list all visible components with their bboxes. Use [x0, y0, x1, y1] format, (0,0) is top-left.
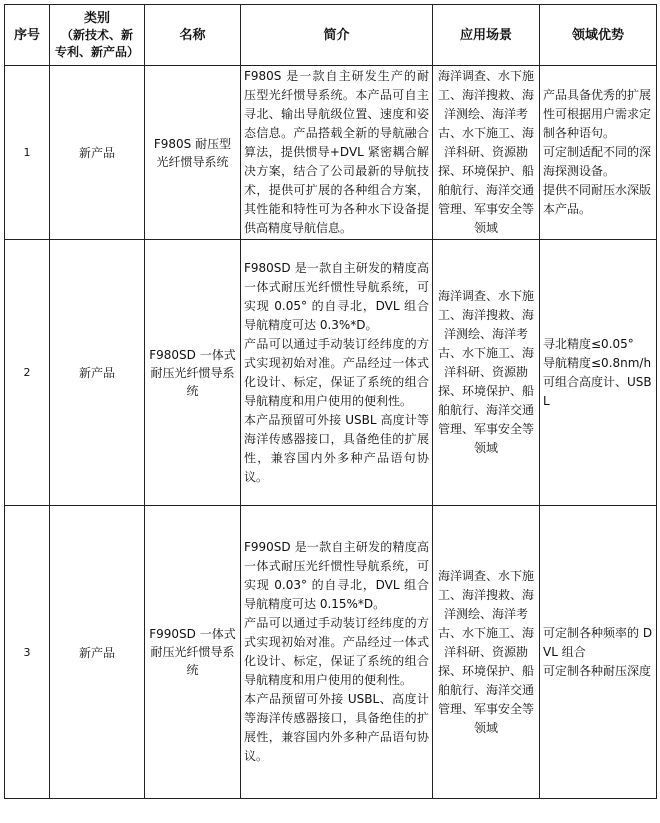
- row-intro: [241, 240, 433, 506]
- advantage-line: 可定制各种频率的 DVL 组合: [543, 625, 653, 659]
- table-row: [5, 66, 657, 240]
- row-category: 新产品: [50, 66, 145, 240]
- advantage-line: 可定制适配不同的深海探测设备。: [543, 145, 652, 178]
- row-intro: [241, 66, 433, 240]
- row-scenario: 海洋调查、水下施工、海洋搜救、海洋测绘、海洋考古、水下施工、海洋科研、资源勘探、环境保护、船舶航行、海洋交通管理、军事安全等领域: [433, 66, 540, 240]
- table-row: [5, 240, 657, 506]
- header-scenario: 应用场景: [433, 5, 540, 66]
- row-num: 1: [5, 66, 50, 240]
- row-advantage: [540, 506, 657, 799]
- header-intro: 简介: [241, 5, 433, 66]
- row-intro: [241, 506, 433, 799]
- header-num: 序号: [5, 5, 50, 66]
- intro-paragraph: 本产品预留可外接 USBL 高度计等海洋传感器接口，具备绝佳的扩展性，兼容国内外多种产品语句协议。: [244, 412, 429, 484]
- row-scenario: 海洋调查、水下施工、海洋搜救、海洋测绘、海洋考古、水下施工、海洋科研、资源勘探、环境保护、船舶航行、海洋交通管理、军事安全等领域: [433, 506, 540, 799]
- header-category-line3: 专利、新产品）: [54, 44, 139, 59]
- intro-paragraph: 本产品预留可外接 USBL、高度计等海洋传感器接口，具备绝佳的扩展性，兼容国内外多种产品语句协议。: [244, 692, 429, 763]
- row-product-name: F980S 耐压型光纤惯导系统: [145, 66, 241, 240]
- advantage-line: 导航精度≤0.8nm/h: [543, 355, 652, 370]
- advantage-line: 提供不同耐压水深版本产品。: [543, 183, 652, 216]
- row-num: 3: [5, 506, 50, 799]
- row-product-name: F990SD 一体式耐压光纤惯导系统: [145, 506, 241, 799]
- row-advantage: [540, 240, 657, 506]
- intro-paragraph: 产品可以通过手动装订经纬度的方式实现初始对准。产品经过一体式化设计、标定，保证了系统的组合导航精度和用户使用的便利性。: [244, 336, 429, 408]
- table-row: [5, 506, 657, 799]
- intro-paragraph: 产品可以通过手动装订经纬度的方式实现初始对准。产品经过一体式化设计、标定，保证了系统的组合导航精度和用户使用的便利性。: [244, 616, 429, 687]
- advantage-line: 可定制各种耐压深度: [543, 663, 652, 678]
- row-scenario: 海洋调查、水下施工、海洋搜救、海洋测绘、海洋考古、水下施工、海洋科研、资源勘探、环境保护、船舶航行、海洋交通管理、军事安全等领域: [433, 240, 540, 506]
- product-table: [4, 4, 657, 799]
- row-category: 新产品: [50, 240, 145, 506]
- row-num: 2: [5, 240, 50, 506]
- row-advantage: [540, 66, 657, 240]
- intro-paragraph: F980S 是一款自主研发生产的耐压型光纤惯导系统。本产品可自主寻北、输出导航级位置、速度和姿态信息。产品搭载全新的导航融合算法，提供惯导+DVL 紧密耦合解决方案，结合了公司最新的导航技术，提供可扩展的各种组合方案，其性能和特性可为各种水下设备提供高精度导航信息。: [244, 69, 429, 235]
- header-category-line1: 类别: [83, 10, 110, 26]
- row-product-name: F980SD 一体式耐压光纤惯导系统: [145, 240, 241, 506]
- intro-paragraph: F980SD 是一款自主研发的精度高一体式耐压光纤惯性导航系统，可实现 0.05° 的自寻北，DVL 组合导航精度可达 0.3%*D。: [244, 260, 429, 332]
- header-name: 名称: [145, 5, 241, 66]
- advantage-line: 产品具备优秀的扩展性可根据用户需求定制各种语句。: [543, 88, 652, 140]
- intro-paragraph: F990SD 是一款自主研发的精度高一体式耐压光纤惯性导航系统，可实现 0.03° 的自寻北，DVL 组合导航精度可达 0.15%*D。: [244, 540, 429, 611]
- header-advantage: 领域优势: [540, 5, 657, 66]
- advantage-line: 寻北精度≤0.05°: [543, 336, 634, 351]
- header-category-line2: （新技术、新: [60, 27, 133, 42]
- header-row: [5, 5, 657, 66]
- header-category: [50, 5, 145, 66]
- row-category: 新产品: [50, 506, 145, 799]
- advantage-line: 可组合高度计、USBL: [543, 374, 652, 408]
